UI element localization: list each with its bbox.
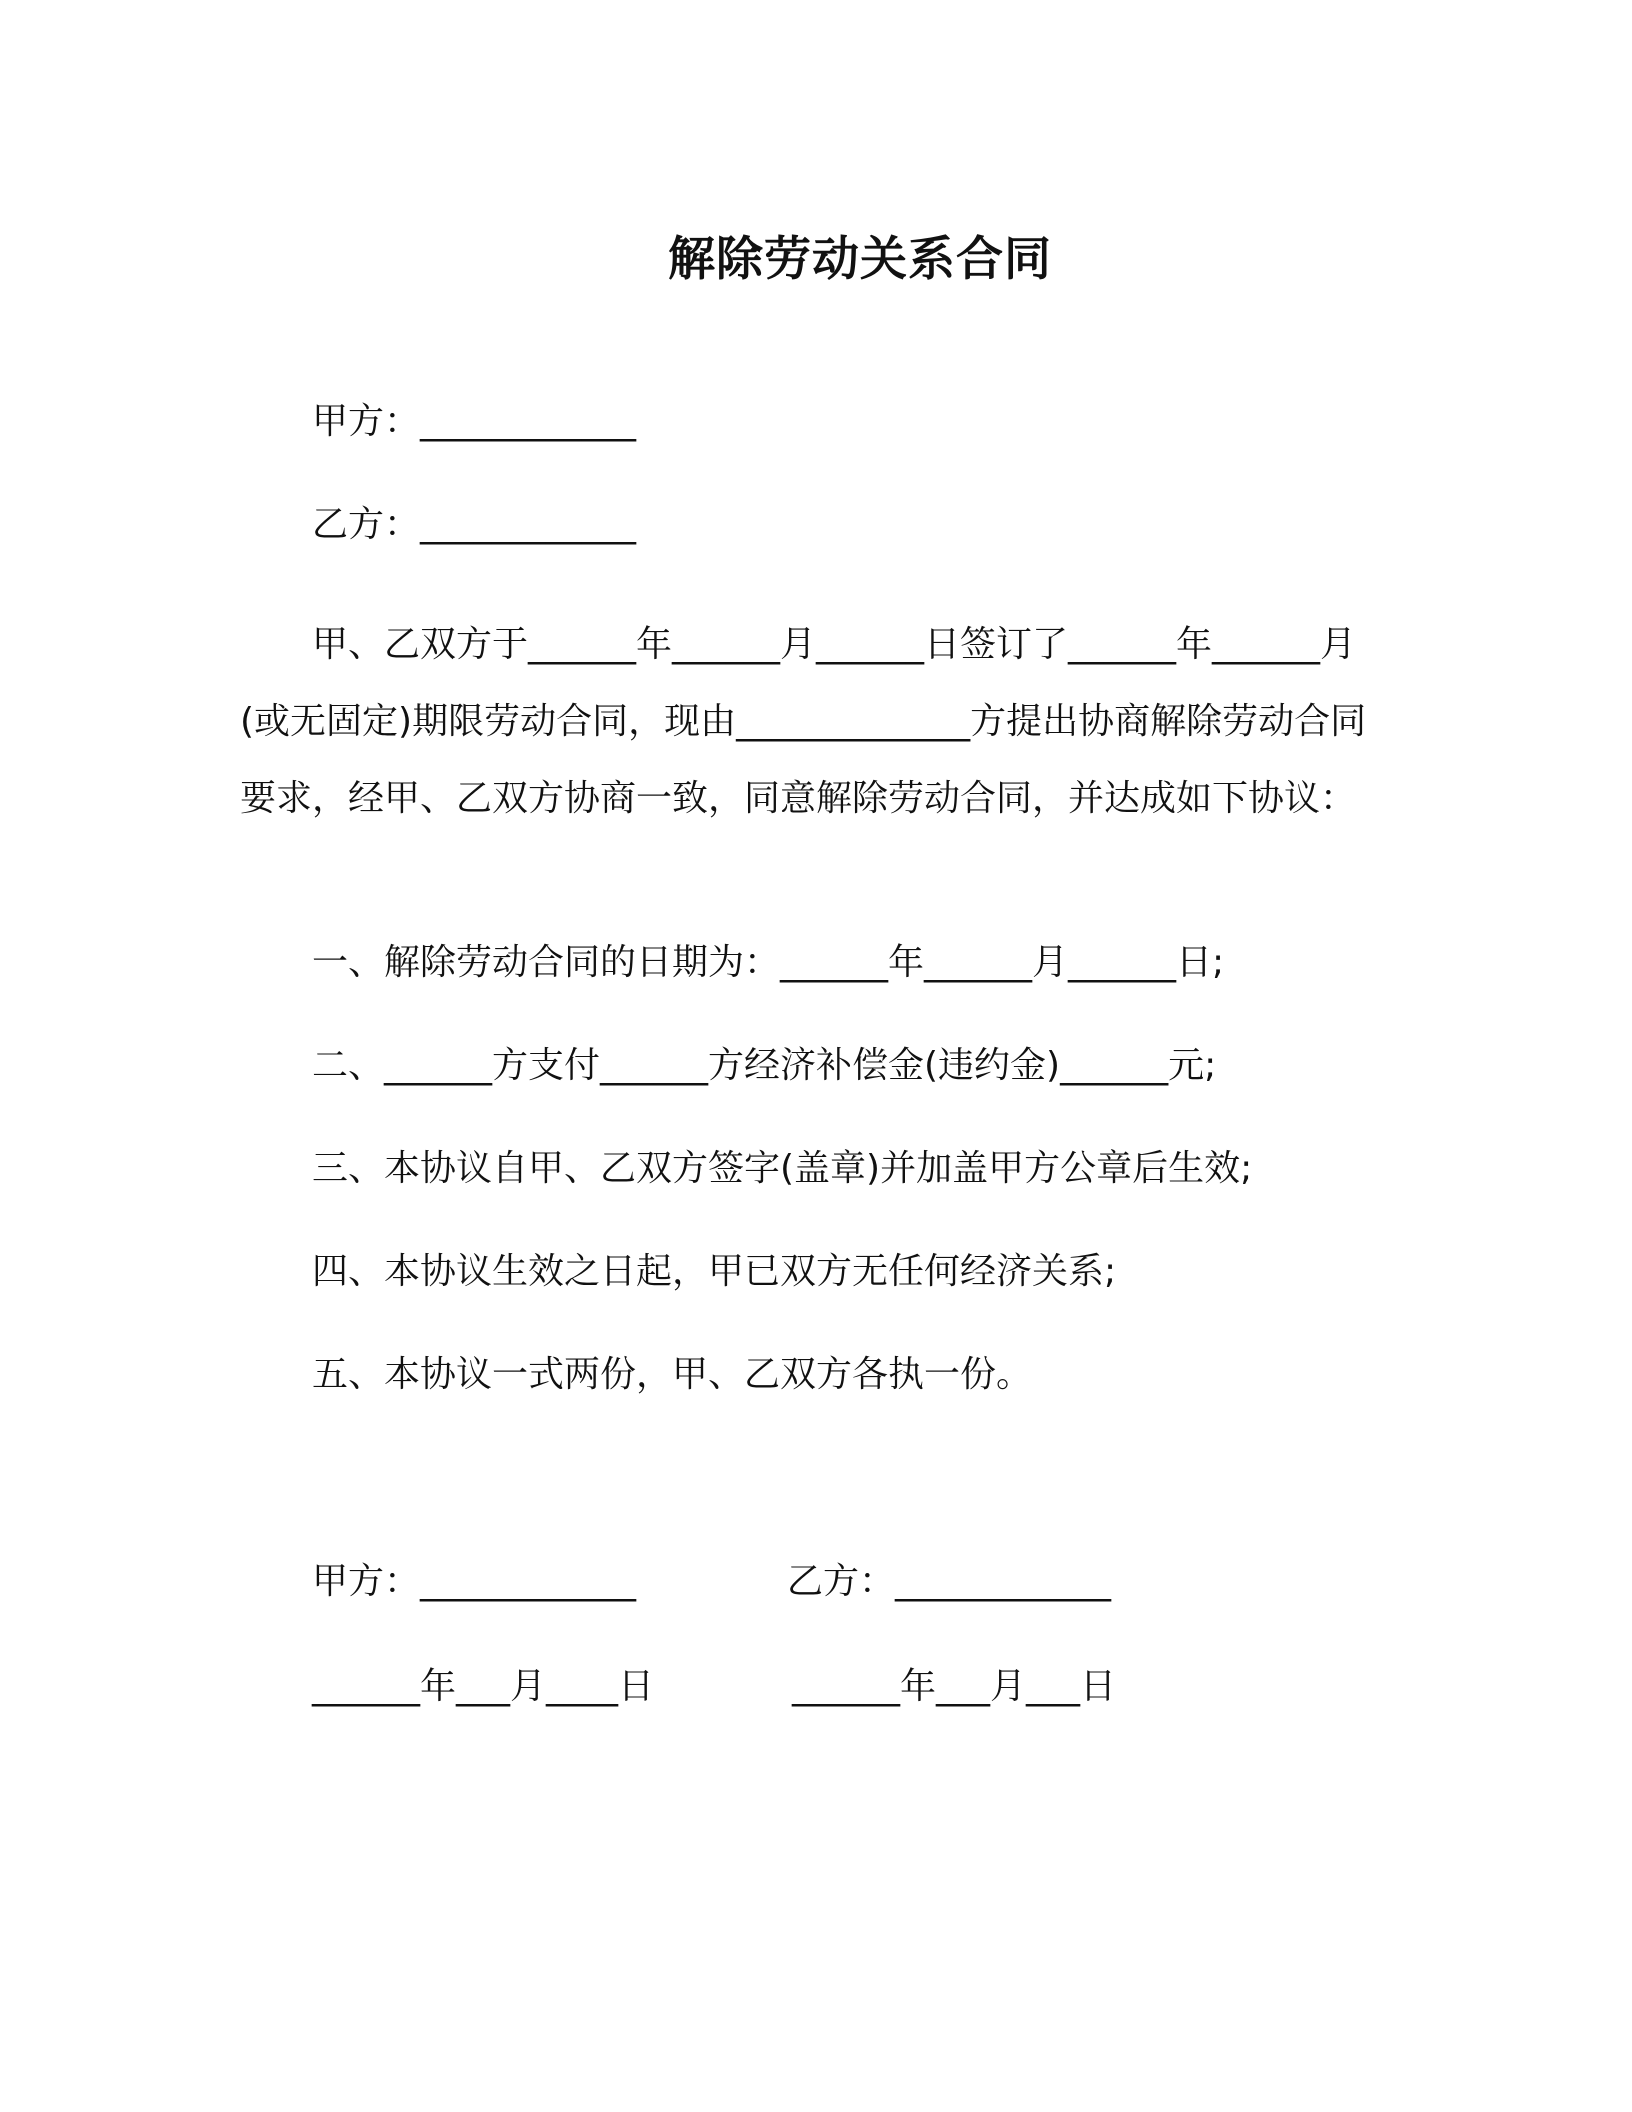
agreement-item-5: 五、本协议一式两份，甲、乙双方各执一份。 (312, 1354, 1033, 1395)
intro-paragraph (240, 606, 1390, 837)
agreement-item-3: 三、本协议自甲、乙双方签字(盖章)并加盖甲方公章后生效; (312, 1148, 1253, 1189)
agreement-item-2: 二、______方支付______方经济补偿金(违约金)______元; (312, 1045, 1217, 1086)
signature-party-a: 甲方：____________ (312, 1561, 637, 1602)
intro-paragraph-text: 甲、乙双方于______年______月______日签订了______年______月(或无固定)期限劳动合同，现由_____________方提出协商解除劳动合同要求，经甲、乙双方协商一致，同意解除劳动合同，并达成如下协议： (240, 624, 1367, 819)
page-title: 解除劳动关系合同 (668, 232, 1052, 287)
agreement-item-4: 四、本协议生效之日起，甲已双方无任何经济关系; (312, 1251, 1117, 1292)
agreement-item-1: 一、解除劳动合同的日期为：______年______月______日; (312, 942, 1225, 983)
signature-party-b: 乙方：____________ (787, 1561, 1112, 1602)
party-b-line: 乙方：____________ (312, 504, 637, 545)
party-a-line: 甲方：____________ (312, 401, 637, 442)
signature-date-b: ______年___月___日 (792, 1666, 1117, 1707)
signature-date-a: ______年___月____日 (312, 1666, 654, 1707)
